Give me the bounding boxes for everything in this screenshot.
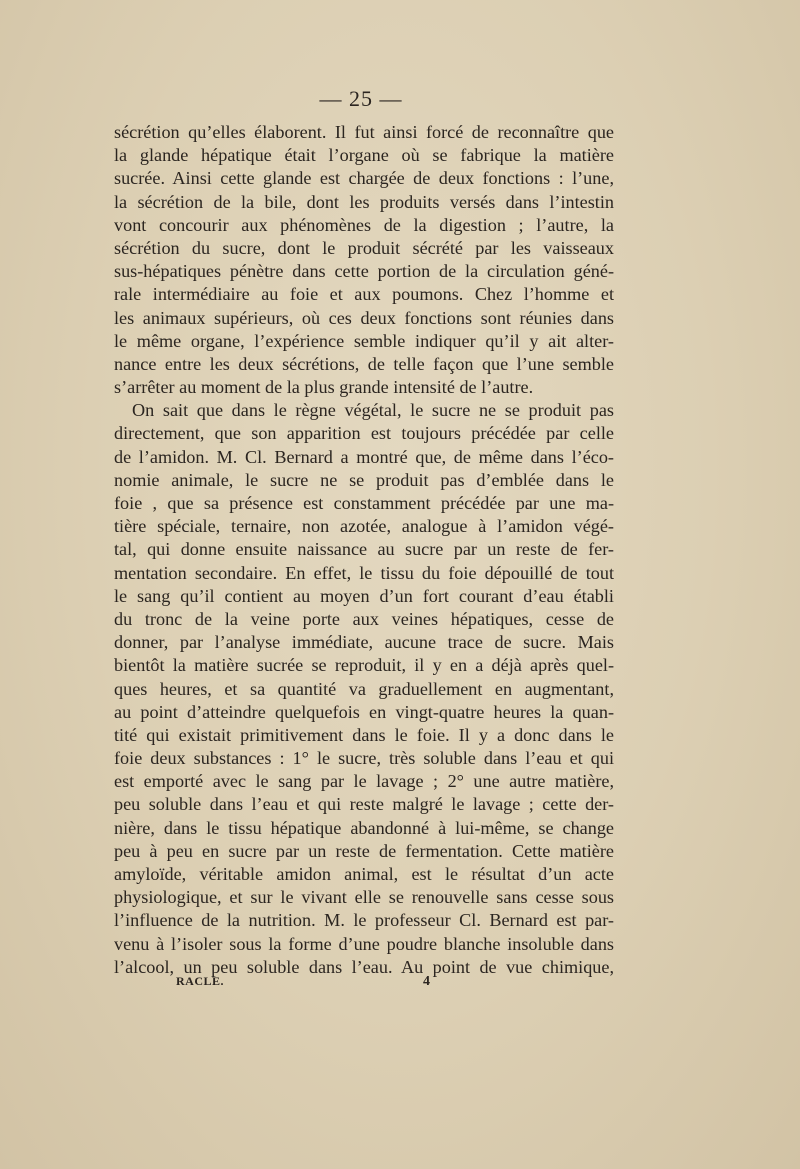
text-line: mentation secondaire. En effet, le tissu du foie dépouillé de tout (114, 562, 614, 583)
text-line: On sait que dans le règne végétal, le sucre ne se produit pas (132, 400, 614, 421)
text-line: physiologique, et sur le vivant elle se renouvelle sans cesse sous (114, 887, 614, 908)
text-line: foie deux substances : 1° le sucre, très soluble dans l’eau et qui (114, 748, 614, 769)
text-line: tal, qui donne ensuite naissance au sucre par un reste de fer- (114, 539, 614, 560)
text-line: peu soluble dans l’eau et qui reste malgré le lavage ; cette der- (114, 794, 614, 815)
text-line: peu à peu en sucre par un reste de fermentation. Cette matière (114, 840, 614, 861)
page-number: — 25 — (319, 86, 403, 111)
text-line: ques heures, et sa quantité va graduellement en augmentant, (114, 678, 614, 699)
text-line: tière spéciale, ternaire, non azotée, analogue à l’amidon végé- (114, 516, 614, 537)
text-line: venu à l’isoler sous la forme d’une poudre blanche insoluble dans (114, 933, 614, 954)
text-line: nomie animale, le sucre ne se produit pas d’emblée dans le (114, 469, 614, 490)
text-line: sucrée. Ainsi cette glande est chargée de deux fonctions : l’une, (114, 168, 614, 189)
text-line: s’arrêter au moment de la plus grande intensité de l’autre. (114, 377, 534, 398)
text-line: bientôt la matière sucrée se reproduit, il y en a déjà après quel- (114, 655, 614, 676)
body-text (114, 121, 614, 979)
text-line: la glande hépatique était l’organe où se fabrique la matière (114, 145, 614, 166)
page-footer (176, 974, 476, 994)
text-line: du tronc de la veine porte aux veines hépatiques, cesse de (114, 608, 614, 629)
text-line: vont concourir aux phénomènes de la digestion ; l’autre, la (114, 214, 614, 235)
text-line: nière, dans le tissu hépatique abandonné à lui-même, se change (114, 817, 614, 838)
text-line: la sécrétion de la bile, dont les produits versés dans l’intestin (114, 191, 614, 212)
text-line: tité qui existait primitivement dans le foie. Il y a donc dans le (114, 724, 614, 745)
text-line: amyloïde, véritable amidon animal, est le résultat d’un acte (114, 864, 614, 884)
text-line: l’influence de la nutrition. M. le professeur Cl. Bernard est par- (114, 910, 614, 931)
text-line: nance entre les deux sécrétions, de telle façon que l’une semble (114, 353, 614, 374)
text-line: est emporté avec le sang par le lavage ; 2° une autre matière, (114, 771, 614, 792)
text-line: donner, par l’analyse immédiate, aucune trace de sucre. Mais (114, 632, 614, 653)
footer-signature-mark: 4 (423, 974, 431, 989)
text-line: les animaux supérieurs, où ces deux fonctions sont réunies dans (114, 307, 614, 328)
text-line: sécrétion du sucre, dont le produit sécrété par les vaisseaux (114, 237, 614, 258)
text-line: sécrétion qu’elles élaborent. Il fut ainsi forcé de reconnaître que (114, 122, 614, 142)
text-line: le même organe, l’expérience semble indiquer qu’il y ait alter- (114, 330, 614, 351)
text-line: sus-hépatiques pénètre dans cette portion de la circulation géné- (114, 261, 614, 282)
text-line: directement, que son apparition est toujours précédée par celle (114, 423, 614, 444)
text-line: rale intermédiaire au foie et aux poumons. Chez l’homme et (114, 284, 614, 305)
footer-author: RACLE. (176, 974, 225, 988)
text-line: foie , que sa présence est constamment précédée par une ma- (114, 493, 614, 513)
text-line: de l’amidon. M. Cl. Bernard a montré que, de même dans l’éco- (114, 446, 614, 467)
text-line: le sang qu’il contient au moyen d’un fort courant d’eau établi (114, 585, 614, 606)
text-line: l’alcool, un peu soluble dans l’eau. Au point de vue chimique, (114, 956, 614, 977)
text-line: au point d’atteindre quelquefois en vingt-quatre heures la quan- (114, 701, 614, 722)
